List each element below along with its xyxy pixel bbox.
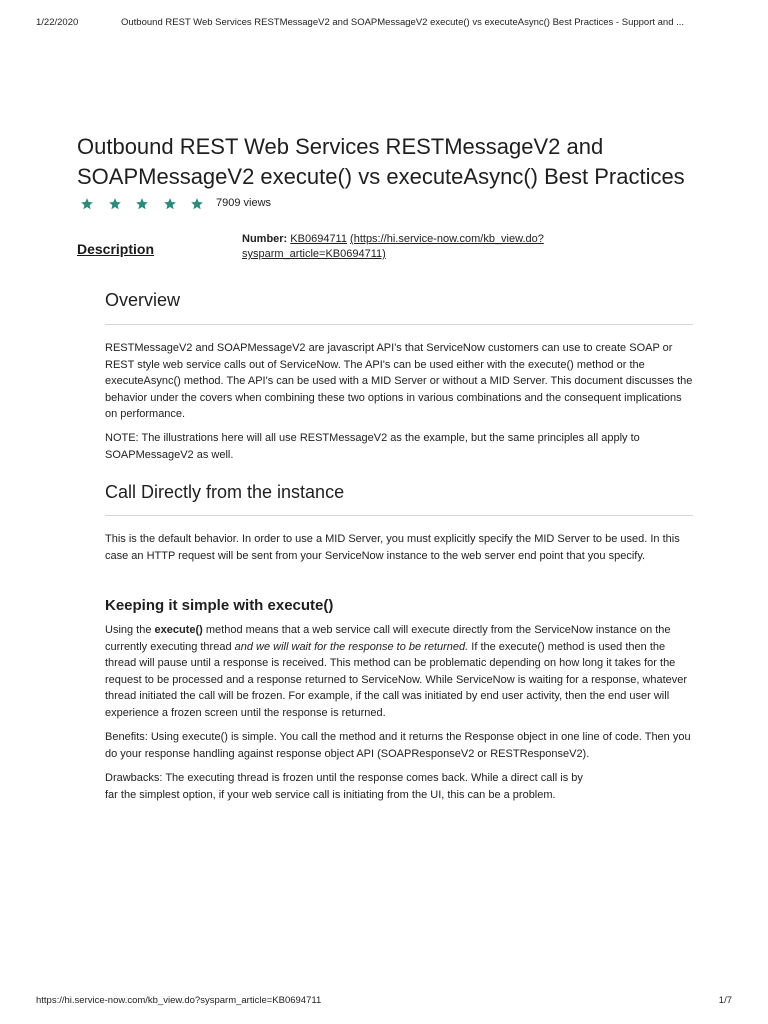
star-icon[interactable]	[163, 197, 177, 211]
call-directly-paragraph: This is the default behavior. In order to use a MID Server, you must explicitly specify the MID Server to be used. In this case an HTTP request will be sent from your ServiceNow instance to the web server end point that you specify.	[105, 533, 680, 562]
overview-note: NOTE: The illustrations here will all use RESTMessageV2 as the example, but the same principles all apply to SOAPMessageV2 as well.	[105, 432, 640, 461]
print-footer	[36, 995, 732, 1009]
kb-number	[242, 232, 582, 262]
description-tab[interactable]: Description	[77, 241, 155, 257]
star-icon[interactable]	[80, 197, 94, 211]
kb-url-link[interactable]: (https://hi.service-now.com/kb_view.do?sysparm_article=KB0694711)	[242, 233, 544, 260]
page-number: 1/7	[718, 995, 732, 1006]
print-header	[36, 17, 732, 31]
drawbacks-line-1: Drawbacks: The executing thread is frozen until the response comes back. While a direct call is by	[105, 772, 583, 784]
overview-divider	[105, 324, 693, 325]
call-directly-heading: Call Directly from the instance	[105, 482, 345, 502]
execute-text-end: If the execute() method is used then the thread will pause until a response is received. This method can be problematic depending on how long it takes for the request to be processed and a response returned to ServiceNow. While ServiceNow is waiting for a response, whatever thread initiated the call will be frozen. For example, if the call was initiated by end user activity, then the end user will experience a frozen screen until the response is returned.	[105, 640, 688, 719]
star-icon[interactable]	[190, 197, 204, 211]
star-icon[interactable]	[135, 197, 149, 211]
benefits-paragraph: Benefits: Using execute() is simple. You call the method and it returns the Response object in one line of code. Then you do your response handling against response object API (SOAPResponseV2 or RESTResponseV2).	[105, 731, 691, 760]
execute-text-start: Using the	[105, 624, 155, 636]
print-url: https://hi.service-now.com/kb_view.do?sysparm_article=KB0694711	[36, 995, 322, 1006]
article-title: Outbound REST Web Services RESTMessageV2 and SOAPMessageV2 execute() vs executeAsync() Best Practices	[77, 134, 685, 189]
call-directly-divider	[105, 515, 693, 516]
star-rating[interactable]	[80, 195, 218, 213]
overview-heading: Overview	[105, 290, 181, 310]
star-icon[interactable]	[108, 197, 122, 211]
view-count: 7909 views	[216, 197, 272, 209]
print-date: 1/22/2020	[36, 17, 79, 28]
print-title: Outbound REST Web Services RESTMessageV2 and SOAPMessageV2 execute() vs executeAsync() Best Practices - Support and ...	[121, 17, 685, 28]
execute-paragraph	[105, 622, 695, 721]
kb-number-link[interactable]: KB0694711	[290, 233, 347, 245]
execute-code: execute()	[154, 624, 203, 636]
overview-paragraph: RESTMessageV2 and SOAPMessageV2 are javascript API's that ServiceNow customers can use to create SOAP or REST style web service calls out of ServiceNow. The API's can be used either with the execute() method or the executeAsync() method. The API's can be used with a MID Server or without a MID Server. This document discusses the behavior under the covers when combining these two options in various combinations and the consequent implications on performance.	[105, 342, 693, 420]
keeping-simple-heading: Keeping it simple with execute()	[105, 597, 334, 614]
number-label: Number:	[242, 233, 288, 245]
drawbacks-line-2: far the simplest option, if your web service call is initiating from the UI, this can be a problem.	[105, 788, 556, 801]
execute-text-mid: method means that a web service call will execute directly from the ServiceNow instance on the currently executing thread	[105, 624, 671, 653]
execute-emphasis: and we will wait for the response to be returned.	[234, 640, 469, 653]
drawbacks-paragraph	[105, 770, 695, 803]
